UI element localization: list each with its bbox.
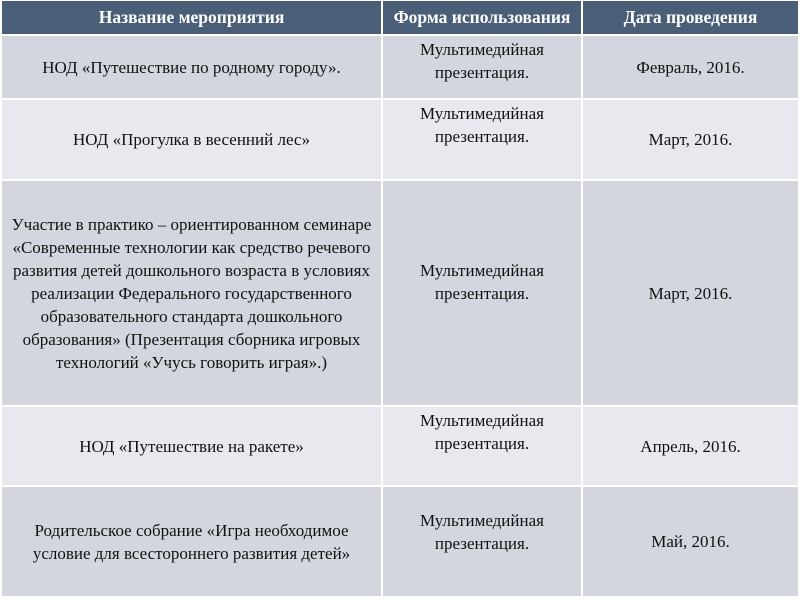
usage-form-cell: Мультимедийная презентация. bbox=[382, 35, 582, 99]
event-date-cell: Март, 2016. bbox=[582, 180, 798, 406]
table-row bbox=[2, 99, 798, 180]
header-event-name: Название мероприятия bbox=[2, 1, 382, 35]
event-date-cell: Март, 2016. bbox=[582, 99, 798, 180]
table-row bbox=[2, 35, 798, 99]
table-row bbox=[2, 180, 798, 406]
header-usage-form: Форма использования bbox=[382, 1, 582, 35]
header-row bbox=[2, 1, 798, 35]
usage-form-cell: Мультимедийная презентация. bbox=[382, 180, 582, 406]
events-table bbox=[2, 1, 798, 598]
event-name-cell: НОД «Прогулка в весенний лес» bbox=[2, 99, 382, 180]
event-date-cell: Май, 2016. bbox=[582, 486, 798, 597]
table-row bbox=[2, 486, 798, 597]
event-name-cell: НОД «Путешествие на ракете» bbox=[2, 406, 382, 486]
event-name-cell: Родительское собрание «Игра необходимое условие для всестороннего развития детей» bbox=[2, 486, 382, 597]
event-name-cell: Участие в практико – ориентированном семинаре «Современные технологии как средство речевого развития детей дошкольного возраста в условиях реализации Федерального государственного образовательного стандарта дошкольного образования» (Презентация сборника игровых технологий «Учусь говорить играя».) bbox=[2, 180, 382, 406]
table-body bbox=[2, 35, 798, 597]
event-date-cell: Февраль, 2016. bbox=[582, 35, 798, 99]
table-row bbox=[2, 406, 798, 486]
event-date-cell: Апрель, 2016. bbox=[582, 406, 798, 486]
usage-form-cell: Мультимедийная презентация. bbox=[382, 406, 582, 486]
header-event-date: Дата проведения bbox=[582, 1, 798, 35]
table-header bbox=[2, 1, 798, 35]
event-name-cell: НОД «Путешествие по родному городу». bbox=[2, 35, 382, 99]
usage-form-cell: Мультимедийная презентация. bbox=[382, 99, 582, 180]
usage-form-cell: Мультимедийная презентация. bbox=[382, 486, 582, 597]
